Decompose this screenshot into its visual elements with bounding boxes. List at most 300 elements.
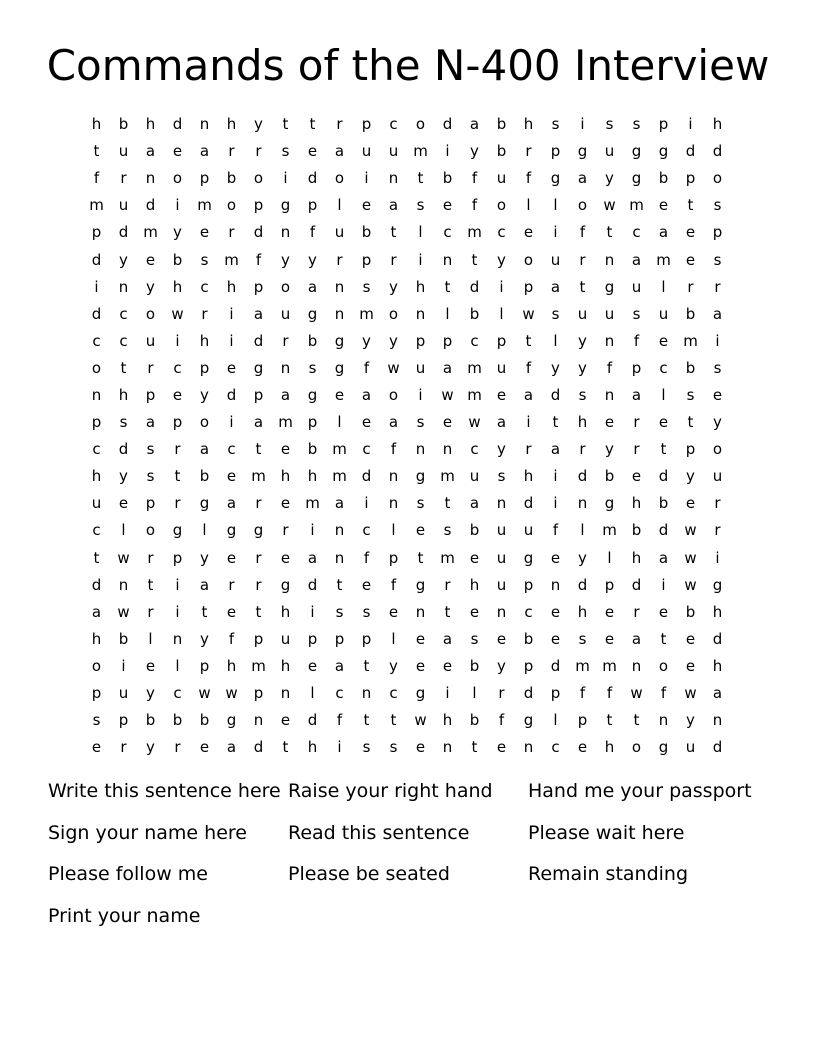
grid-letter: y	[605, 169, 614, 188]
grid-letter: p	[523, 277, 534, 296]
grid-letter: e	[118, 494, 129, 513]
grid-letter: a	[442, 629, 453, 648]
grid-letter: a	[712, 304, 723, 323]
grid-row	[83, 490, 731, 517]
grid-letter: p	[334, 629, 345, 648]
grid-letter: l	[121, 521, 126, 540]
grid-letter: i	[337, 738, 342, 757]
grid-letter: t	[579, 277, 586, 296]
grid-letter: m	[656, 250, 671, 269]
grid-letter: h	[604, 738, 615, 757]
grid-row	[83, 219, 731, 246]
grid-letter: s	[470, 629, 479, 648]
grid-letter: h	[226, 115, 237, 134]
grid-row	[83, 436, 731, 463]
grid-letter: a	[361, 385, 372, 404]
page-title: Commands of the N-400 Interview	[46, 41, 770, 90]
grid-letter: u	[496, 358, 507, 377]
word-list-item: Please follow me	[48, 863, 208, 885]
grid-letter: b	[658, 494, 669, 513]
grid-letter: o	[415, 115, 426, 134]
grid-letter: f	[93, 169, 100, 188]
grid-letter: s	[605, 115, 614, 134]
grid-letter: m	[332, 440, 347, 459]
grid-letter: b	[469, 711, 480, 730]
grid-letter: g	[658, 142, 669, 161]
grid-letter: b	[172, 250, 183, 269]
grid-row	[83, 409, 731, 436]
grid-letter: l	[337, 413, 342, 432]
grid-letter: n	[118, 277, 129, 296]
grid-letter: r	[525, 440, 532, 459]
grid-letter: t	[660, 629, 667, 648]
grid-letter: f	[498, 711, 505, 730]
grid-letter: e	[334, 385, 345, 404]
grid-letter: y	[281, 250, 290, 269]
grid-letter: s	[497, 467, 506, 486]
grid-letter: d	[91, 250, 102, 269]
grid-letter: n	[280, 223, 291, 242]
grid-letter: e	[550, 629, 561, 648]
grid-letter: d	[550, 656, 561, 675]
grid-letter: l	[310, 684, 315, 703]
grid-letter: f	[390, 575, 397, 594]
grid-row	[83, 463, 731, 490]
grid-letter: o	[91, 656, 102, 675]
grid-letter: i	[715, 331, 720, 350]
word-list-item: Please be seated	[288, 863, 450, 885]
grid-letter: y	[254, 115, 263, 134]
grid-letter: r	[579, 440, 586, 459]
grid-letter: p	[523, 656, 534, 675]
grid-letter: a	[550, 277, 561, 296]
grid-letter: n	[712, 711, 723, 730]
grid-letter: s	[335, 602, 344, 621]
grid-letter: y	[389, 331, 398, 350]
grid-letter: c	[119, 304, 128, 323]
grid-letter: h	[631, 494, 642, 513]
grid-letter: f	[363, 548, 370, 567]
word-list-item: Print your name	[48, 904, 201, 927]
grid-letter: m	[467, 385, 482, 404]
grid-letter: t	[687, 196, 694, 215]
grid-letter: s	[281, 142, 290, 161]
grid-letter: h	[91, 467, 102, 486]
grid-letter: u	[334, 223, 345, 242]
grid-letter: i	[175, 602, 180, 621]
grid-letter: t	[363, 656, 370, 675]
grid-letter: u	[118, 196, 129, 215]
grid-letter: c	[659, 358, 668, 377]
grid-letter: g	[280, 575, 291, 594]
grid-letter: f	[228, 629, 235, 648]
grid-letter: y	[470, 142, 479, 161]
grid-letter: l	[553, 331, 558, 350]
grid-letter: g	[631, 169, 642, 188]
grid-letter: f	[579, 223, 586, 242]
grid-letter: p	[307, 629, 318, 648]
grid-letter: c	[335, 684, 344, 703]
grid-letter: n	[145, 169, 156, 188]
grid-letter: a	[523, 385, 534, 404]
grid-letter: s	[146, 440, 155, 459]
grid-letter: a	[253, 413, 264, 432]
grid-letter: h	[523, 115, 534, 134]
grid-letter: t	[120, 358, 127, 377]
grid-letter: c	[362, 521, 371, 540]
grid-letter: s	[443, 521, 452, 540]
grid-letter: a	[307, 548, 318, 567]
grid-letter: d	[307, 169, 318, 188]
grid-letter: m	[467, 358, 482, 377]
grid-letter: w	[441, 385, 454, 404]
grid-letter: n	[415, 602, 426, 621]
grid-letter: a	[334, 494, 345, 513]
grid-letter: s	[632, 304, 641, 323]
grid-letter: p	[631, 358, 642, 377]
grid-letter: o	[172, 169, 183, 188]
grid-letter: s	[362, 277, 371, 296]
grid-letter: d	[712, 142, 723, 161]
grid-letter: p	[523, 575, 534, 594]
grid-letter: b	[523, 629, 534, 648]
grid-letter: i	[121, 656, 126, 675]
grid-letter: l	[337, 196, 342, 215]
grid-letter: p	[199, 169, 210, 188]
grid-letter: l	[445, 304, 450, 323]
grid-letter: i	[418, 385, 423, 404]
grid-letter: h	[712, 115, 723, 134]
grid-letter: e	[415, 656, 426, 675]
grid-letter: h	[91, 629, 102, 648]
grid-letter: g	[334, 331, 345, 350]
grid-letter: r	[147, 602, 154, 621]
grid-letter: y	[119, 250, 128, 269]
grid-letter: p	[91, 413, 102, 432]
grid-letter: w	[225, 684, 238, 703]
grid-letter: m	[440, 548, 455, 567]
grid-letter: e	[604, 602, 615, 621]
grid-letter: c	[470, 331, 479, 350]
grid-letter: p	[118, 711, 129, 730]
grid-letter: i	[553, 223, 558, 242]
grid-letter: e	[145, 250, 156, 269]
grid-letter: r	[687, 277, 694, 296]
grid-letter: h	[91, 115, 102, 134]
grid-letter: p	[550, 684, 561, 703]
grid-letter: i	[688, 115, 693, 134]
grid-letter: y	[578, 548, 587, 567]
grid-letter: i	[445, 142, 450, 161]
grid-letter: y	[605, 440, 614, 459]
grid-letter: r	[390, 250, 397, 269]
grid-letter: t	[255, 602, 262, 621]
grid-letter: r	[579, 250, 586, 269]
grid-letter: u	[469, 467, 480, 486]
grid-letter: s	[119, 413, 128, 432]
grid-letter: d	[253, 223, 264, 242]
grid-letter: y	[200, 629, 209, 648]
grid-letter: h	[118, 385, 129, 404]
grid-letter: a	[226, 494, 237, 513]
grid-letter: n	[334, 277, 345, 296]
grid-letter: t	[417, 548, 424, 567]
grid-letter: a	[469, 115, 480, 134]
grid-letter: p	[361, 250, 372, 269]
grid-letter: m	[332, 467, 347, 486]
grid-letter: e	[469, 602, 480, 621]
grid-letter: f	[471, 196, 478, 215]
grid-row	[83, 246, 731, 273]
grid-letter: s	[389, 738, 398, 757]
grid-letter: l	[661, 385, 666, 404]
grid-letter: n	[280, 684, 291, 703]
grid-letter: g	[577, 142, 588, 161]
grid-letter: l	[175, 656, 180, 675]
grid-letter: n	[334, 521, 345, 540]
grid-letter: i	[580, 115, 585, 134]
grid-letter: a	[226, 738, 237, 757]
grid-letter: d	[172, 115, 183, 134]
grid-letter: w	[522, 304, 535, 323]
grid-letter: r	[444, 575, 451, 594]
grid-letter: h	[415, 277, 426, 296]
grid-letter: s	[632, 115, 641, 134]
grid-row	[83, 301, 731, 328]
grid-letter: g	[631, 142, 642, 161]
grid-letter: w	[414, 711, 427, 730]
grid-letter: e	[712, 385, 723, 404]
grid-letter: p	[577, 711, 588, 730]
grid-row	[83, 599, 731, 626]
grid-letter: d	[712, 738, 723, 757]
grid-letter: d	[523, 684, 534, 703]
grid-letter: a	[388, 413, 399, 432]
grid-letter: y	[578, 358, 587, 377]
grid-letter: d	[577, 467, 588, 486]
grid-letter: t	[444, 494, 451, 513]
grid-letter: g	[226, 711, 237, 730]
grid-row	[83, 111, 731, 138]
grid-letter: t	[417, 169, 424, 188]
grid-letter: a	[253, 304, 264, 323]
grid-letter: i	[715, 548, 720, 567]
grid-letter: p	[496, 331, 507, 350]
grid-letter: l	[148, 629, 153, 648]
grid-letter: h	[577, 602, 588, 621]
grid-letter: s	[578, 385, 587, 404]
grid-row	[83, 626, 731, 653]
grid-letter: r	[174, 494, 181, 513]
grid-letter: h	[172, 277, 183, 296]
grid-letter: w	[117, 602, 130, 621]
grid-letter: a	[388, 196, 399, 215]
grid-letter: w	[684, 521, 697, 540]
grid-letter: e	[280, 440, 291, 459]
grid-letter: p	[91, 684, 102, 703]
grid-letter: i	[364, 169, 369, 188]
grid-letter: s	[146, 467, 155, 486]
grid-letter: d	[523, 494, 534, 513]
grid-letter: y	[578, 331, 587, 350]
grid-letter: y	[308, 250, 317, 269]
grid-letter: n	[361, 684, 372, 703]
grid-letter: i	[526, 413, 531, 432]
grid-letter: g	[658, 738, 669, 757]
grid-letter: i	[175, 331, 180, 350]
grid-letter: m	[305, 494, 320, 513]
grid-letter: c	[362, 440, 371, 459]
grid-letter: r	[255, 575, 262, 594]
grid-letter: d	[253, 738, 264, 757]
grid-letter: p	[604, 575, 615, 594]
grid-letter: a	[712, 684, 723, 703]
grid-letter: r	[498, 684, 505, 703]
grid-letter: g	[199, 494, 210, 513]
grid-letter: o	[334, 169, 345, 188]
grid-letter: n	[334, 548, 345, 567]
grid-row	[83, 165, 731, 192]
grid-letter: e	[442, 656, 453, 675]
grid-letter: u	[280, 304, 291, 323]
grid-letter: u	[685, 738, 696, 757]
grid-letter: a	[199, 575, 210, 594]
grid-letter: n	[604, 250, 615, 269]
grid-letter: o	[523, 250, 534, 269]
grid-letter: p	[307, 413, 318, 432]
grid-letter: u	[550, 250, 561, 269]
grid-letter: e	[658, 331, 669, 350]
grid-letter: n	[280, 358, 291, 377]
grid-letter: e	[361, 413, 372, 432]
grid-letter: n	[496, 602, 507, 621]
grid-letter: y	[497, 250, 506, 269]
grid-letter: l	[553, 711, 558, 730]
grid-letter: e	[91, 738, 102, 757]
grid-letter: e	[172, 142, 183, 161]
grid-letter: e	[442, 196, 453, 215]
grid-letter: a	[199, 142, 210, 161]
grid-letter: n	[496, 494, 507, 513]
grid-letter: d	[658, 467, 669, 486]
grid-letter: a	[334, 142, 345, 161]
grid-letter: t	[687, 413, 694, 432]
grid-letter: m	[575, 656, 590, 675]
grid-letter: i	[445, 684, 450, 703]
grid-letter: b	[145, 711, 156, 730]
grid-letter: l	[499, 304, 504, 323]
grid-letter: p	[712, 223, 723, 242]
grid-letter: u	[712, 467, 723, 486]
grid-letter: e	[415, 521, 426, 540]
grid-letter: b	[469, 656, 480, 675]
grid-letter: i	[310, 521, 315, 540]
grid-letter: r	[282, 521, 289, 540]
grid-letter: e	[685, 656, 696, 675]
word-list-item: Sign your name here	[48, 821, 247, 844]
grid-letter: o	[199, 413, 210, 432]
grid-letter: u	[496, 169, 507, 188]
grid-letter: n	[118, 575, 129, 594]
grid-letter: s	[416, 494, 425, 513]
grid-letter: u	[523, 521, 534, 540]
grid-letter: d	[226, 385, 237, 404]
grid-letter: y	[200, 385, 209, 404]
grid-letter: c	[497, 223, 506, 242]
grid-letter: n	[604, 385, 615, 404]
grid-letter: a	[631, 385, 642, 404]
grid-letter: g	[604, 494, 615, 513]
grid-letter: e	[496, 738, 507, 757]
grid-row	[83, 734, 731, 761]
grid-letter: c	[443, 223, 452, 242]
grid-letter: w	[684, 684, 697, 703]
grid-letter: m	[89, 196, 104, 215]
grid-letter: o	[91, 358, 102, 377]
grid-letter: r	[228, 575, 235, 594]
grid-letter: i	[364, 494, 369, 513]
grid-letter: b	[172, 711, 183, 730]
grid-letter: n	[415, 304, 426, 323]
grid-letter: l	[607, 548, 612, 567]
grid-letter: e	[658, 196, 669, 215]
grid-letter: f	[633, 331, 640, 350]
grid-letter: u	[118, 142, 129, 161]
grid-letter: r	[174, 738, 181, 757]
grid-letter: h	[712, 602, 723, 621]
grid-letter: a	[658, 223, 669, 242]
grid-letter: u	[496, 521, 507, 540]
grid-letter: o	[145, 304, 156, 323]
grid-letter: t	[93, 548, 100, 567]
grid-letter: w	[468, 413, 481, 432]
grid-letter: e	[658, 413, 669, 432]
grid-letter: n	[658, 711, 669, 730]
grid-row	[83, 680, 731, 707]
grid-letter: b	[199, 467, 210, 486]
grid-letter: u	[496, 548, 507, 567]
grid-letter: y	[713, 413, 722, 432]
grid-letter: a	[550, 440, 561, 459]
grid-letter: d	[631, 575, 642, 594]
grid-letter: b	[442, 169, 453, 188]
grid-row	[83, 328, 731, 355]
grid-letter: i	[661, 575, 666, 594]
grid-letter: f	[309, 223, 316, 242]
grid-letter: a	[145, 413, 156, 432]
grid-letter: t	[525, 331, 532, 350]
grid-letter: g	[307, 385, 318, 404]
grid-letter: l	[553, 196, 558, 215]
grid-letter: h	[226, 277, 237, 296]
grid-letter: i	[418, 250, 423, 269]
grid-letter: t	[282, 115, 289, 134]
grid-letter: g	[415, 575, 426, 594]
grid-letter: t	[147, 575, 154, 594]
grid-letter: s	[416, 196, 425, 215]
grid-letter: a	[442, 358, 453, 377]
grid-letter: f	[552, 521, 559, 540]
grid-letter: y	[389, 277, 398, 296]
grid-letter: m	[602, 656, 617, 675]
grid-letter: r	[633, 413, 640, 432]
grid-letter: i	[229, 304, 234, 323]
grid-letter: t	[201, 602, 208, 621]
grid-letter: d	[307, 711, 318, 730]
grid-row	[83, 274, 731, 301]
grid-letter: e	[226, 467, 237, 486]
grid-letter: i	[175, 575, 180, 594]
